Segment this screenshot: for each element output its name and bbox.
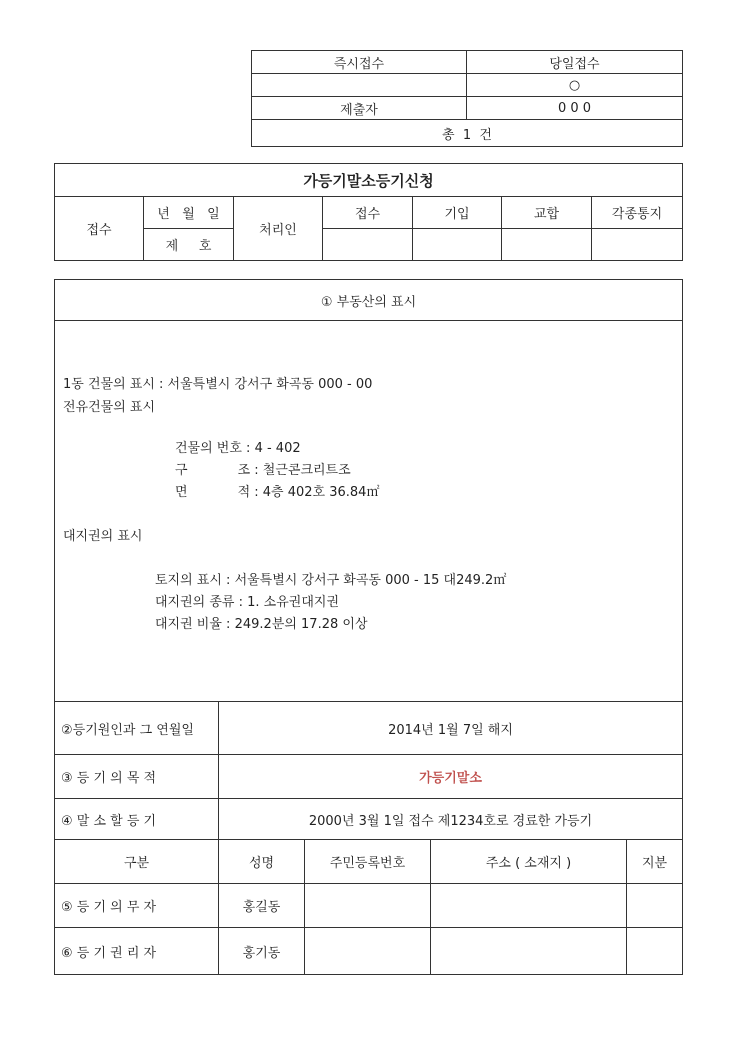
area-line	[175, 481, 379, 500]
application-title: 가등기말소등기신청	[55, 164, 683, 197]
structure-line	[175, 459, 351, 478]
immediate-receipt-label: 즉시접수	[252, 51, 467, 74]
date-label: 년 월 일	[144, 197, 234, 229]
registration-form-table	[54, 279, 683, 975]
land-line: 토지의 표시 : 서울특별시 강서구 화곡동 000 - 15 대249.2㎡	[155, 573, 507, 588]
sameday-receipt-mark: ○	[467, 74, 683, 97]
right-holder-share	[627, 928, 683, 975]
area-label-a: 면	[175, 485, 188, 500]
right-holder-label: ⑥ 등 기 권 리 자	[55, 928, 219, 975]
cause-label: ②등기원인과 그 연월일	[55, 702, 219, 755]
unit-number: 건물의 번호 : 4 - 402	[175, 441, 301, 456]
application-header-table	[54, 163, 683, 261]
column-collation: 교합	[502, 197, 592, 229]
property-section-title: ① 부동산의 표시	[55, 280, 683, 321]
column-entry: 기입	[413, 197, 502, 229]
number-label: 제 호	[144, 229, 234, 261]
building-line: 1동 건물의 표시 : 서울특별시 강서구 화곡동 000 - 00	[63, 377, 373, 392]
header-share: 지분	[627, 840, 683, 884]
entry-cell	[413, 229, 502, 261]
obligor-share	[627, 884, 683, 928]
right-holder-name: 홍기동	[219, 928, 305, 975]
right-holder-address	[431, 928, 627, 975]
collation-cell	[502, 229, 592, 261]
land-right-heading: 대지권의 표시	[63, 529, 143, 544]
unit-heading: 전유건물의 표시	[63, 400, 156, 415]
structure-label-b: 조 : 철근콘크리트조	[237, 463, 351, 478]
cancel-label: ④ 말 소 할 등 기	[55, 799, 219, 840]
cancel-value: 2000년 3월 1일 접수 제1234호로 경료한 가등기	[219, 799, 683, 840]
cause-value: 2014년 1월 7일 해지	[219, 702, 683, 755]
submitter-value: 0 0 0	[467, 97, 683, 120]
header-name: 성명	[219, 840, 305, 884]
receipt-table	[251, 50, 683, 147]
land-right-ratio: 대지권 비율 : 249.2분의 17.28 이상	[155, 617, 368, 632]
land-right-type: 대지권의 종류 : 1. 소유권대지권	[155, 595, 340, 610]
property-description	[55, 321, 683, 702]
immediate-receipt-mark	[252, 74, 467, 97]
notice-cell	[592, 229, 683, 261]
obligor-name: 홍길동	[219, 884, 305, 928]
purpose-label: ③ 등 기 의 목 적	[55, 755, 219, 799]
obligor-address	[431, 884, 627, 928]
right-holder-resident-number	[305, 928, 431, 975]
obligor-resident-number	[305, 884, 431, 928]
submitter-label: 제출자	[252, 97, 467, 120]
structure-label-a: 구	[175, 463, 188, 478]
purpose-value: 가등기말소	[219, 755, 683, 799]
header-resident-number: 주민등록번호	[305, 840, 431, 884]
receipt-cell	[323, 229, 413, 261]
header-address: 주소 ( 소재지 )	[431, 840, 627, 884]
sameday-receipt-label: 당일접수	[467, 51, 683, 74]
area-label-b: 적 : 4층 402호 36.84㎡	[237, 485, 380, 500]
receipt-label: 접수	[55, 197, 144, 261]
obligor-label: ⑤ 등 기 의 무 자	[55, 884, 219, 928]
header-category: 구분	[55, 840, 219, 884]
column-receipt: 접수	[323, 197, 413, 229]
handler-label: 처리인	[234, 197, 323, 261]
column-notice: 각종통지	[592, 197, 683, 229]
total-count: 총 1 건	[252, 120, 683, 147]
